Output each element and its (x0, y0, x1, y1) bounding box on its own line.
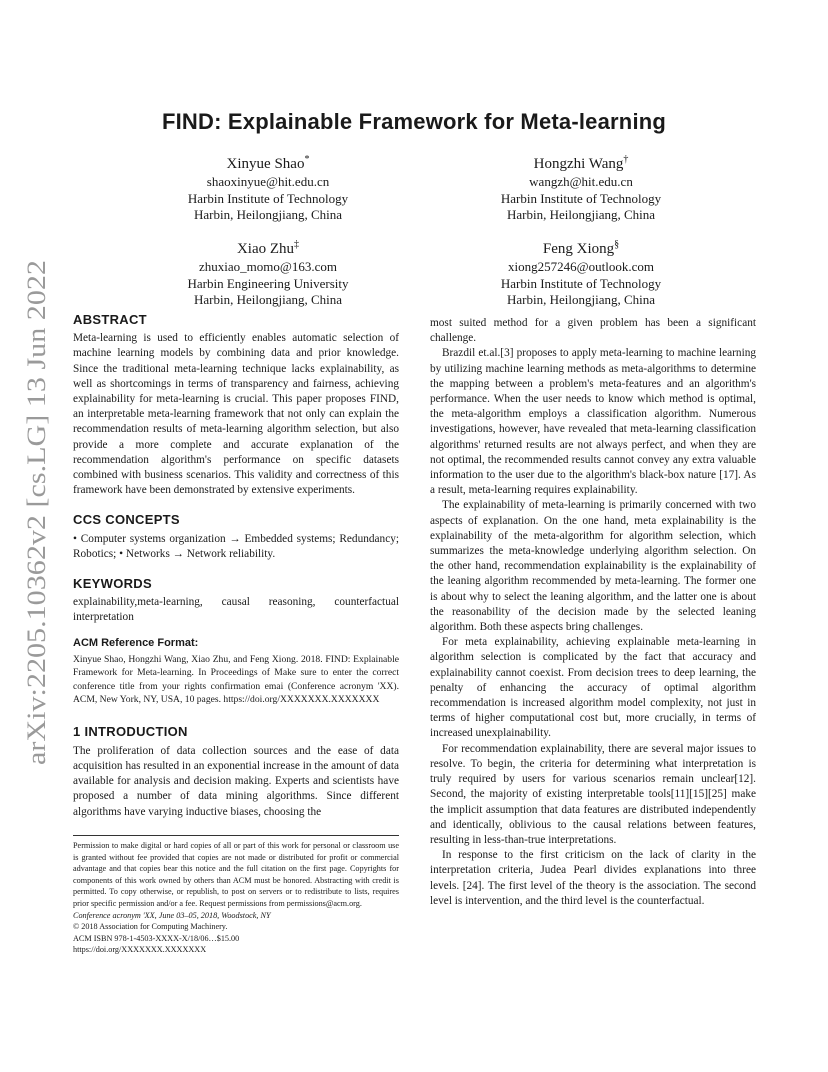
author-affiliation: Harbin Engineering University (187, 275, 349, 291)
abstract-heading: ABSTRACT (73, 312, 147, 327)
author-block-3 (118, 235, 418, 309)
author-email: zhuxiao_momo@163.com (199, 259, 337, 274)
author-name: Feng Xiong (542, 241, 615, 257)
author-affiliation: Harbin Institute of Technology (500, 275, 662, 291)
author-location: Harbin, Heilongjiang, China (506, 207, 656, 223)
ccs-heading: CCS CONCEPTS (73, 512, 180, 528)
keywords-heading: KEYWORDS (73, 576, 152, 592)
author-block-4 (431, 235, 731, 309)
author-location: Harbin, Heilongjiang, China (506, 292, 656, 308)
ccs-text: • Computer systems organization → Embedded systems; Redundancy; Robotics; • Networks → Network reliability. (73, 532, 399, 560)
footnote-divider (73, 835, 399, 836)
conference-line: Conference acronym 'XX, June 03–05, 2018, Woodstock, NY (73, 910, 271, 920)
copyright-footnote (73, 840, 399, 956)
doi-line: https://doi.org/XXXXXXX.XXXXXXX (73, 945, 207, 955)
paper-title: FIND: Explainable Framework for Meta-learning (161, 109, 667, 134)
author-name: Xiao Zhu (236, 241, 295, 257)
right-column (430, 316, 756, 909)
author-mark: § (614, 239, 620, 250)
author-email: xiong257246@outlook.com (508, 259, 654, 274)
author-location: Harbin, Heilongjiang, China (193, 207, 343, 223)
author-mark: * (304, 154, 310, 165)
author-email: wangzh@hit.edu.cn (529, 174, 633, 189)
author-location: Harbin, Heilongjiang, China (193, 292, 343, 308)
author-block-2 (431, 150, 731, 224)
author-affiliation: Harbin Institute of Technology (187, 190, 349, 206)
left-column (73, 312, 399, 820)
introduction-heading: 1 INTRODUCTION (73, 724, 188, 740)
copyright-line: © 2018 Association for Computing Machinery. (73, 922, 228, 932)
abstract-text: Meta-learning is used to efficiently enables automatic selection of machine learning models by combining data and prior knowledge. Since the traditional meta-learning technique lacks explainability, as well as shortcomings in terms of transparency and fairness, achieving explainability for meta-learning is crucial. This paper proposes FIND, an interpretable meta-learning framework that not only can explain the recommendation results of meta-learning algorithm selection, but also provide a more complete and accurate explanation of the recommendation algorithm's performance on specific datasets combined with business scenarios. This validity and correctness of this framework have been demonstrated by extensive experiments. (73, 332, 399, 497)
body-paragraph: For meta explainability, achieving explainable meta-learning in algorithm selection is complicated by the fact that accuracy and explainability cannot coexist. From decision trees to deep learning, the penalty of enhancing the accuracy of optimal algorithm recommendation is increased algorithm model complexity, not just in terms of higher computational cost but, more crucially, in terms of increased unexplainability. (430, 636, 756, 740)
body-paragraph: Brazdil et.al.[3] proposes to apply meta-learning to machine learning by utilizing machine learning methods as meta-algorithms to determine the mapping between a problem's meta-features and an algorithm's performance. When the user needs to know which method is optimal, the meta-algorithm employs a classification algorithm. Numerous investigations, however, have revealed that meta-learning classification algorithms' returned results are not always perfect, and when they are not optimal, the recommended results cannot convey any extra valuable information to the user due to the algorithm's black-box nature [17]. As a result, meta-learning requires explainability. (430, 347, 756, 497)
author-mark: ‡ (294, 239, 300, 250)
permission-text: Permission to make digital or hard copies of all or part of this work for personal or classroom use is granted without fee provided that copies are not made or distributed for profit or commercial advantage and that copies bear this notice and the full citation on the first page. Copyrights for components of this work owned by others than ACM must be honored. Abstracting with credit is permitted. To copy otherwise, or republish, to post on servers or to redistribute to lists, requires prior specific permission and/or a fee. Request permissions from permissions@acm.org. (73, 841, 399, 908)
reference-format-text: Xinyue Shao, Hongzhi Wang, Xiao Zhu, and Feng Xiong. 2018. FIND: Explainable Framework for Meta-learning. In Proceedings of Make sure to enter the correct conference title from your rights confirmation emai (Conference acronym 'XX). ACM, New York, NY, USA, 10 pages. https://doi.org/XXXXXXX.XXXXXXX (73, 653, 399, 706)
body-paragraph: In response to the first criticism on the lack of clarity in the interpretation criteria, Judea Pearl divides explanations into three levels. [24]. The first level of the theory is the association. The second level is intervention, and the third level is the counterfactual. (430, 849, 756, 907)
author-block-1 (118, 150, 418, 224)
author-email: shaoxinyue@hit.edu.cn (206, 174, 330, 189)
author-name: Hongzhi Wang (533, 156, 624, 172)
body-paragraph: most suited method for a given problem has been a significant challenge. (430, 317, 756, 345)
reference-format-heading: ACM Reference Format: (73, 636, 199, 649)
author-affiliation: Harbin Institute of Technology (500, 190, 662, 206)
isbn-line: ACM ISBN 978-1-4503-XXXX-X/18/06…$15.00 (73, 933, 240, 943)
body-paragraph: For recommendation explainability, there are several major issues to resolve. To begin, the criteria for determining what interpretation is truly required by users for various scenarios remain unclear[12]. Second, the majority of existing interpretable tools[11][15][25] make the implicit assumption that data features are distributed independently and identically, oblivious to the causal relations between features, resulting in less-than-true interpretations. (430, 742, 756, 846)
body-paragraph: The explainability of meta-learning is primarily concerned with two aspects of explanation. On the one hand, meta explainability is the explainability of the meta-algorithm for algorithm selection, which summarizes the meta-knowledge underlying algorithm selection. On the other hand, recommendation explainability is the explainability of the leaning algorithm recommended by meta-learning. The former one is about why to select the leaning algorithm, and the latter one is about the reasonability of the decision made by the selected leaning algorithm. Both these aspects bring challenges. (430, 499, 756, 634)
author-name: Xinyue Shao (226, 156, 305, 172)
keywords-text: explainability,meta-learning, causal reasoning, counterfactual interpretation (73, 596, 399, 624)
arxiv-identifier: arXiv:2205.10362v2 [cs.LG] 13 Jun 2022 (22, 328, 51, 765)
author-mark: † (623, 154, 629, 165)
introduction-text: The proliferation of data collection sources and the ease of data acquisition has resulted in an exponential increase in the amount of data available for analysis and decision making. Experts and scientists have proposed a number of data mining algorithms. Since different algorithms have varying inductive biases, choosing the (73, 744, 399, 818)
arxiv-stamp (12, 250, 52, 770)
